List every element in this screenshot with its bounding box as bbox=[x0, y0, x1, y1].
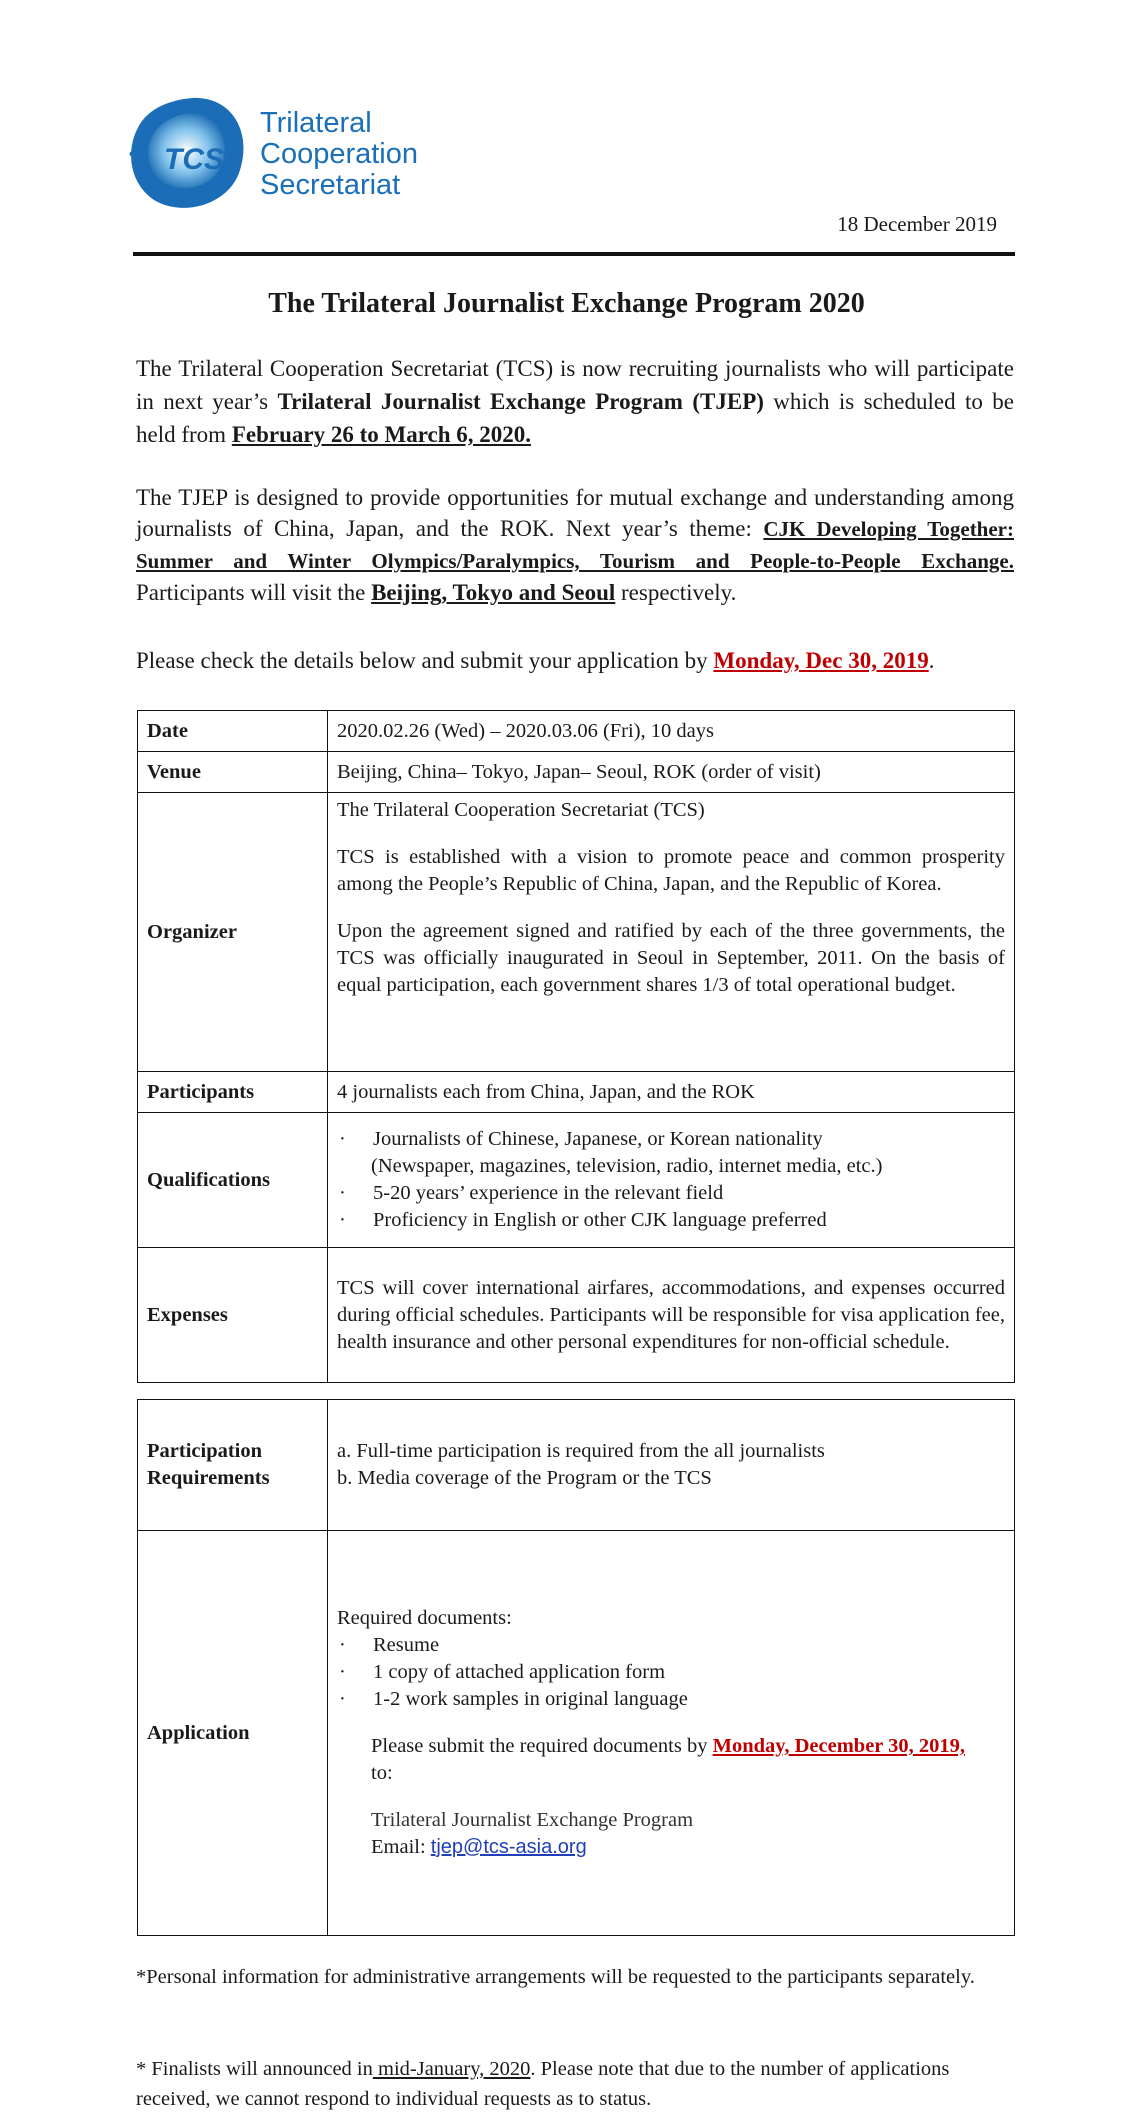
program-dates: February 26 to March 6, 2020. bbox=[231, 422, 531, 447]
table-row bbox=[138, 711, 1015, 752]
announcement-date: mid-January, 2020 bbox=[372, 2058, 531, 2080]
logo-line-2: Cooperation bbox=[260, 138, 418, 170]
intro-paragraph-2: The TJEP is designed to provide opportunities for mutual exchange and understanding among journalists of China, Japan, and the ROK. Next year’s theme: CJK Developing Together: Summer and Winter Olympics/Paralympics, Tourism and People-to-People Exchange. Participants will visit the Beijing, Tokyo and Seoul respectively. bbox=[136, 485, 1014, 605]
organizer-value bbox=[328, 793, 1015, 1072]
requirement-b: b. Media coverage of the Program or the TCS bbox=[337, 1467, 712, 1489]
participants-label: Participants bbox=[138, 1072, 328, 1113]
footnote-personal-info: *Personal information for administrative arrangements will be requested to the participants separately. bbox=[136, 1966, 975, 1988]
list-item: · 5-20 years’ experience in the relevant field bbox=[339, 1182, 724, 1204]
venue-label: Venue bbox=[138, 752, 328, 793]
program-cities: Beijing, Tokyo and Seoul bbox=[371, 580, 616, 605]
organizer-name: The Trilateral Cooperation Secretariat (TCS) bbox=[337, 799, 705, 821]
footnote-finalists: * Finalists will announced in mid-January, 2020. Please note that due to the number of applications received, we cannot respond to individual requests as to status. bbox=[136, 2058, 950, 2110]
table-row bbox=[138, 1248, 1015, 1383]
program-theme: CJK Developing Together: Summer and Winter Olympics/Paralympics, Tourism and People-to-People Exchange. bbox=[136, 517, 1014, 573]
application-table bbox=[137, 1399, 1015, 1936]
requirement-a: a. Full-time participation is required from the all journalists bbox=[337, 1440, 825, 1462]
list-item: · Proficiency in English or other CJK language preferred bbox=[339, 1209, 827, 1231]
logo-text bbox=[260, 108, 418, 201]
logo-mark-text: TCS bbox=[164, 143, 224, 176]
program-contact-name: Trilateral Journalist Exchange Program bbox=[371, 1809, 694, 1831]
table-row bbox=[138, 752, 1015, 793]
program-details-table bbox=[137, 710, 1015, 1383]
list-item: · 1 copy of attached application form bbox=[339, 1661, 666, 1683]
organizer-label: Organizer bbox=[138, 793, 328, 1072]
contact-email-row: Email: tjep@tcs-asia.org bbox=[371, 1836, 587, 1858]
date-value: 2020.02.26 (Wed) – 2020.03.06 (Fri), 10 days bbox=[328, 711, 1015, 752]
required-documents-heading: Required documents: bbox=[337, 1607, 512, 1629]
list-item: · 1-2 work samples in original language bbox=[339, 1688, 688, 1710]
list-item: · Resume bbox=[339, 1634, 440, 1656]
header-divider bbox=[133, 252, 1015, 256]
expenses-label: Expenses bbox=[138, 1248, 328, 1383]
organizer-description-2: Upon the agreement signed and ratified by each of the three governments, the TCS was officially inaugurated in Seoul in September, 2011. On the basis of equal participation, each government shares 1/3 of total operational budget. bbox=[337, 920, 1005, 996]
application-deadline: Monday, Dec 30, 2019 bbox=[713, 648, 929, 673]
qualifications-label: Qualifications bbox=[138, 1113, 328, 1248]
organizer-description-1: TCS is established with a vision to promote peace and common prosperity among the People’s Republic of China, Japan, and the Republic of Korea. bbox=[337, 846, 1005, 895]
table-row bbox=[138, 1400, 1015, 1531]
application-label: Application bbox=[138, 1531, 328, 1936]
requirements-value bbox=[328, 1400, 1015, 1531]
document-date: 18 December 2019 bbox=[837, 212, 997, 236]
venue-value: Beijing, China– Tokyo, Japan– Seoul, ROK (order of visit) bbox=[328, 752, 1015, 793]
intro-paragraph-1: The Trilateral Cooperation Secretariat (TCS) is now recruiting journalists who will participate in next year’s Trilateral Journalist Exchange Program (TJEP) which is scheduled to be held from February 26 to March 6, 2020. bbox=[136, 356, 1014, 447]
requirements-label: Participation Requirements bbox=[138, 1400, 328, 1531]
intro-paragraph-3: Please check the details below and submit your application by Monday, Dec 30, 2019. bbox=[136, 648, 935, 673]
date-label: Date bbox=[138, 711, 328, 752]
logo-line-1: Trilateral bbox=[260, 107, 372, 139]
qualifications-value bbox=[328, 1113, 1015, 1248]
email-link[interactable]: tjep@tcs-asia.org bbox=[430, 1836, 587, 1858]
participants-value: 4 journalists each from China, Japan, and the ROK bbox=[328, 1072, 1015, 1113]
document-title: The Trilateral Journalist Exchange Program 2020 bbox=[268, 288, 865, 319]
logo-line-3: Secretariat bbox=[260, 169, 401, 201]
submit-instruction: Please submit the required documents by Monday, December 30, 2019, to: bbox=[371, 1735, 966, 1784]
list-item: (Newspaper, magazines, television, radio, internet media, etc.) bbox=[371, 1155, 883, 1177]
list-item: · Journalists of Chinese, Japanese, or Korean nationality bbox=[339, 1128, 823, 1150]
submission-deadline: Monday, December 30, 2019, bbox=[712, 1735, 966, 1757]
table-row bbox=[138, 1113, 1015, 1248]
table-row bbox=[138, 1531, 1015, 1936]
table-row bbox=[138, 1072, 1015, 1113]
expenses-value: TCS will cover international airfares, accommodations, and expenses occurred during official schedules. Participants will be responsible for visa application fee, health insurance and other personal expenditures for non-official schedule. bbox=[328, 1248, 1015, 1383]
application-value bbox=[328, 1531, 1015, 1936]
table-row bbox=[138, 793, 1015, 1072]
